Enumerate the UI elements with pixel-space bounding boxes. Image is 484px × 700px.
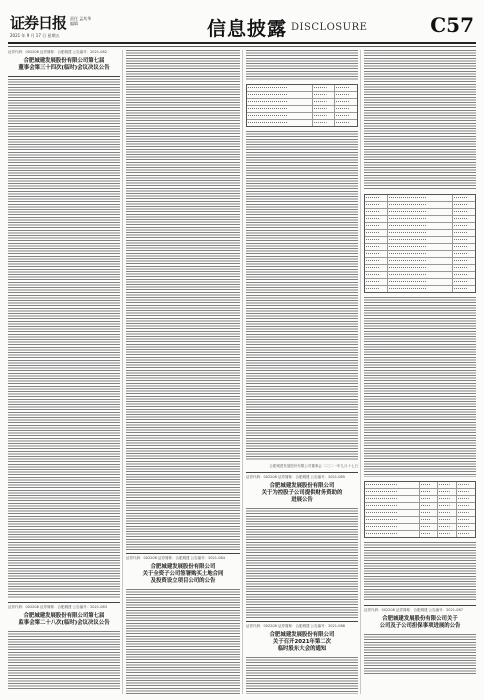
body-text-block <box>364 297 476 477</box>
newspaper-logo: 证券日报 <box>10 14 67 32</box>
body-text-block <box>246 131 358 461</box>
headline-line: 董事会第三十四次(临时)会议决议公告 <box>18 65 110 71</box>
data-table <box>246 84 358 127</box>
headline-line: 合肥城建发展股份有限公司第七届 <box>23 58 105 64</box>
headline-line: 进展公告 <box>291 497 313 503</box>
body-text-block <box>8 79 120 599</box>
announcement-code: 证券代码：002208 证券简称：合肥城建 公告编号：2021-083 <box>8 605 107 609</box>
column-divider <box>242 50 243 694</box>
body-text-block <box>364 634 476 674</box>
announcement-code: 证券代码：002208 证券简称：合肥城建 公告编号：2021-085 <box>246 475 345 479</box>
announcement-headline <box>126 564 240 585</box>
headline-line: 临时股东大会的通知 <box>277 646 327 652</box>
body-text-block <box>246 508 358 618</box>
announcement-code: 证券代码：002208 证券简称：合肥城建 公告编号：2021-087 <box>364 608 463 612</box>
headline-line: 关于全资子公司签署购买土地合同 <box>142 571 224 577</box>
editor-credit-1: 责任 孟兆华 <box>70 16 92 21</box>
divider <box>8 76 120 77</box>
dateline: 2021 年 9 月 17 日 星期五 <box>10 33 60 38</box>
announcement-headline <box>246 632 358 653</box>
masthead-rule <box>8 42 476 44</box>
headline-line: 合肥城建发展股份有限公司 <box>269 483 335 489</box>
body-text-block <box>246 657 358 694</box>
headline-line: 及投资设立项目公司的公告 <box>150 578 216 584</box>
headline-line: 监事会第二十八次(临时)会议决议公告 <box>18 620 110 626</box>
divider <box>364 605 476 606</box>
editor-credits <box>70 16 91 26</box>
body-text-block <box>126 589 240 694</box>
announcement-headline <box>8 58 120 72</box>
body-text-block <box>364 50 476 190</box>
headline-line: 合肥城建发展股份有限公司关于 <box>382 616 458 622</box>
announcement-code: 证券代码：002208 证券简称：合肥城建 公告编号：2021-086 <box>246 624 345 628</box>
column-4 <box>364 50 476 694</box>
data-table <box>364 481 476 538</box>
headline-line: 合肥城建发展股份有限公司 <box>269 632 335 638</box>
signature: 合肥城建发展股份有限公司董事会 二〇二一年九月十七日 <box>269 464 358 468</box>
data-table <box>364 194 476 293</box>
column-divider <box>360 50 361 694</box>
masthead-rule-thin <box>8 46 476 47</box>
announcement-headline <box>8 613 120 627</box>
body-text-block <box>246 50 358 80</box>
body-text-block <box>8 631 120 691</box>
headline-line: 公司及子公司担保事项进展的公告 <box>379 623 461 629</box>
section-title-english: DISCLOSURE <box>291 22 368 33</box>
body-text-block <box>126 50 240 550</box>
divider <box>8 602 120 603</box>
announcement-code: 证券代码：002208 证券简称：合肥城建 公告编号：2021-084 <box>126 556 225 560</box>
masthead <box>8 8 476 44</box>
announcement-headline <box>246 483 358 504</box>
headline-line: 合肥城建发展股份有限公司第七届 <box>23 613 105 619</box>
column-2 <box>126 50 240 694</box>
headline-line: 关于召开2021年第二次 <box>272 639 332 645</box>
section-title: 信息披露 <box>207 18 288 40</box>
column-3 <box>246 50 358 694</box>
editor-credit-2: 编辑 <box>70 21 78 26</box>
announcement-code: 证券代码：002208 证券简称：合肥城建 公告编号：2021-082 <box>8 50 107 54</box>
headline-line: 合肥城建发展股份有限公司 <box>150 564 216 570</box>
divider <box>246 472 358 473</box>
divider <box>126 553 240 554</box>
headline-line: 关于为控股子公司提供财务资助的 <box>261 490 343 496</box>
divider <box>246 621 358 622</box>
page-number: C57 <box>430 13 474 37</box>
column-1 <box>8 50 120 694</box>
body-text-block <box>364 542 476 602</box>
column-divider <box>122 50 123 694</box>
announcement-headline <box>364 616 476 630</box>
